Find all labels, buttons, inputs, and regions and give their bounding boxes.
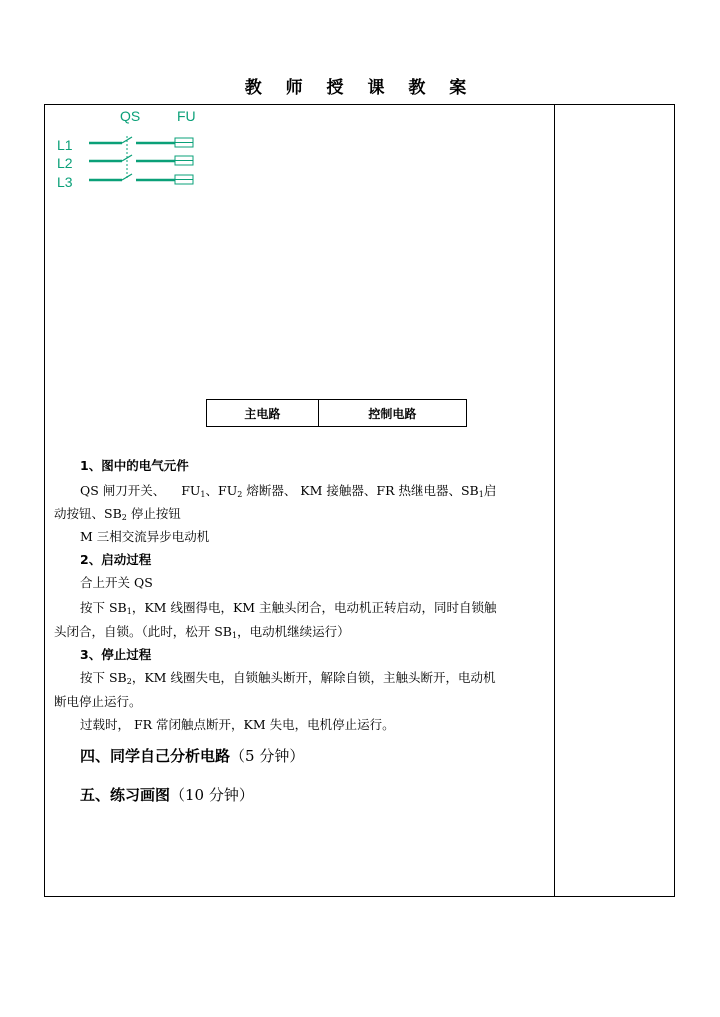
qs-label: QS <box>120 108 141 124</box>
section-1-line-1: QS 闸刀开关、 $FU_1$、$FU_2$ 熔断器、 KM 接触器、FR 热继电器、$SB_1$启 <box>80 483 497 499</box>
phase-l3-wire <box>89 174 193 184</box>
circuit-diagram <box>48 106 208 196</box>
section-5-heading: 五、练习画图（10 分钟） <box>80 786 254 804</box>
page-title: 教 师 授 课 教 案 <box>244 78 476 98</box>
legend-main-circuit: 主电路 <box>207 400 319 427</box>
section-3-heading: 3、停止过程 <box>80 647 152 662</box>
l2-label: L2 <box>57 155 73 171</box>
section-3-line-3: 过载时， FR 常闭触点断开，KM 失电，电机停止运行。 <box>80 717 395 732</box>
lesson-table <box>44 104 675 897</box>
section-4-heading: 四、同学自己分析电路（5 分钟） <box>80 747 305 765</box>
section-1-line-2: 动按钮、$SB_2$ 停止按钮 <box>54 506 181 522</box>
phase-l1-wire <box>89 137 193 147</box>
legend-control-circuit: 控制电路 <box>318 400 466 427</box>
column-divider <box>554 104 555 897</box>
section-2-line-1: 合上开关 QS <box>80 575 153 590</box>
section-1-heading: 1、图中的电气元件 <box>80 458 189 473</box>
section-2-line-2: 按下 $SB_1$，KM 线圈得电，KM 主触头闭合，电动机正转启动，同时自锁触 <box>80 600 497 616</box>
section-2-heading: 2、启动过程 <box>80 552 152 567</box>
section-1-line-3: M 三相交流异步电动机 <box>80 529 210 544</box>
section-3-line-2: 断电停止运行。 <box>54 694 142 709</box>
l1-label: L1 <box>57 137 73 153</box>
fu-label: FU <box>177 108 196 124</box>
phase-l2-wire <box>89 155 193 165</box>
circuit-legend <box>206 399 467 427</box>
section-2-line-3: 头闭合，自锁。（此时，松开 $SB_1$，电动机继续运行） <box>54 624 350 640</box>
l3-label: L3 <box>57 174 73 190</box>
section-3-line-1: 按下 $SB_2$，KM 线圈失电，自锁触头断开，解除自锁，主触头断开，电动机 <box>80 670 496 686</box>
